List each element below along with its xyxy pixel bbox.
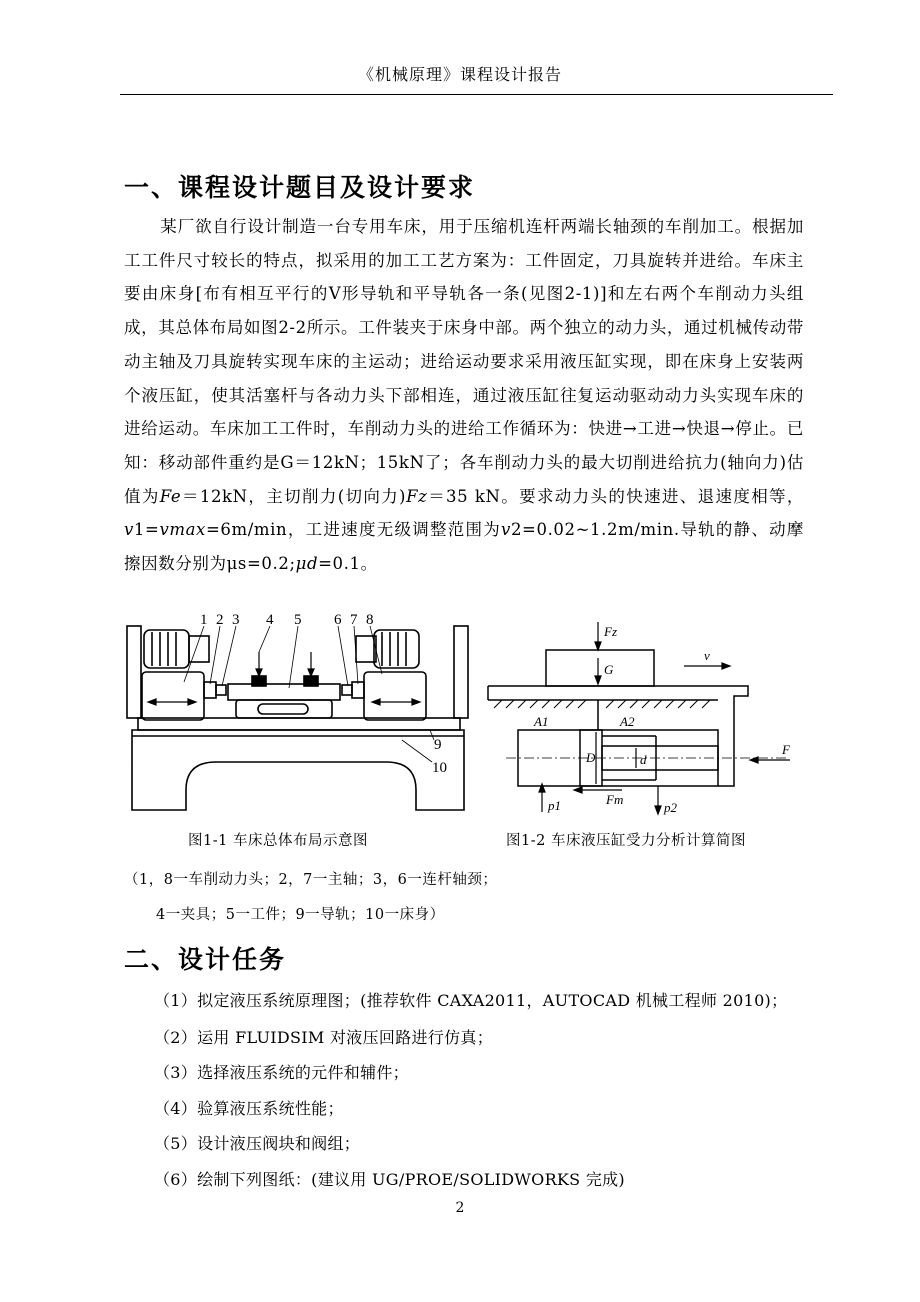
figure-legend-line1: （1，8一车削动力头；2，7一主轴；3，6一连杆轴颈； [124,872,498,888]
fig2-label-p2: p2 [664,800,677,815]
para-var-mud: μd [295,554,319,574]
fig2-label-fm: Fm [606,792,624,807]
header-rule [120,94,833,95]
task-item-4: （4）验算液压系统性能； [154,1099,344,1118]
fig2-label-g: G [604,662,614,677]
fig1-label-1: 1 [200,612,208,628]
figure-lathe-layout [124,612,474,822]
page-header-title: 《机械原理》课程设计报告 [357,65,562,84]
task-item-1: （1）拟定液压系统原理图；(推荐软件 CAXA2011，AUTOCAD 机械工程师 2010)； [154,991,788,1010]
task-item-6: （6）绘制下列图纸：(建议用 UG/PROE/SOLIDWORKS 完成) [154,1170,625,1189]
figure1-caption: 图1-1 车床总体布局示意图 [188,833,368,849]
para-var-v1: v [124,520,134,540]
fig2-label-f: F [782,742,790,757]
fig1-label-9: 9 [434,737,442,753]
fig1-label-5: 5 [294,612,302,628]
fig2-label-d-small: d [640,752,647,767]
para-text-2: ＝12kN，主切削力(切向力) [181,486,407,506]
fig1-label-3: 3 [232,612,240,628]
page-number: 2 [455,1200,465,1216]
para-text-7: =0.1。 [318,554,378,574]
fig1-label-7: 7 [350,612,358,628]
figure-legend-line2: 4一夹具；5一工件；9一导轨；10一床身） [156,907,445,923]
para-text-1: 某厂欲自行设计制造一台专用车床，用于压缩机连杆两端长轴颈的车削加工。根据加工工件尺寸较长的特点，拟采用的加工工艺方案为：工件固定，刀具旋转并进给。车床主要由床身[布有相互平行的V形导轨和平导轨各一条(见图2-1)]和左右两个车削动力头组成，其总体布局如图2-2所示。工件装夹于床身中部。两个独立的动力头，通过机械传动带动主轴及刀具旋转实现车床的主运动；进给运动要求采用液压缸实现，即在床身上安装两个液压缸，使其活塞杆与各动力头下部相连，通过液压缸往复运动驱动动力头实现车床的进给运动。车床加工工件时，车削动力头的进给工作循环为：快进→工进→快退→停止。已知：移动部件重约是G＝12kN；15kN了；各车削动力头的最大切削进给抗力(轴向力)估值为 [124,217,804,506]
fig1-label-2: 2 [216,612,224,628]
fig1-label-4: 4 [266,612,274,628]
para-var-vmax: vmax [159,520,206,540]
fig1-label-10: 10 [432,760,447,776]
figure-cylinder-force [486,618,802,818]
para-var-fz: Fz [406,486,428,506]
section1-paragraph [124,210,804,581]
task-item-3: （3）选择液压系统的元件和辅件； [154,1063,409,1082]
figure2-caption: 图1-2 车床液压缸受力分析计算简图 [506,833,746,849]
fig2-label-a2: A2 [620,714,635,729]
fig2-label-fz: Fz [604,624,617,639]
para-text-5: =6m/min，工进速度无级调整范围为 [205,520,502,540]
task-item-2: （2）运用 FLUIDSIM 对液压回路进行仿真； [154,1028,494,1047]
fig2-label-a1: A1 [534,714,549,729]
task-item-5: （5）设计液压阀块和阀组； [154,1134,361,1153]
fig1-label-6: 6 [334,612,342,628]
section2-heading: 二、设计任务 [124,945,287,974]
para-text-4: 1= [133,520,160,540]
para-var-v2: v [501,520,511,540]
para-var-fe: Fe [159,486,182,506]
para-text-3: ＝35 kN。要求动力头的快速进、退速度相等， [427,486,804,506]
fig2-label-v: v [704,648,710,663]
section1-heading: 一、课程设计题目及设计要求 [124,173,476,202]
fig2-label-p1: p1 [548,798,561,813]
fig2-label-d-big: D [586,750,596,765]
fig1-label-8: 8 [366,612,374,628]
para-text-6: 2=0.02~1.2m/min.导轨的静、动摩擦因数分别为μs=0.2; [124,520,804,574]
